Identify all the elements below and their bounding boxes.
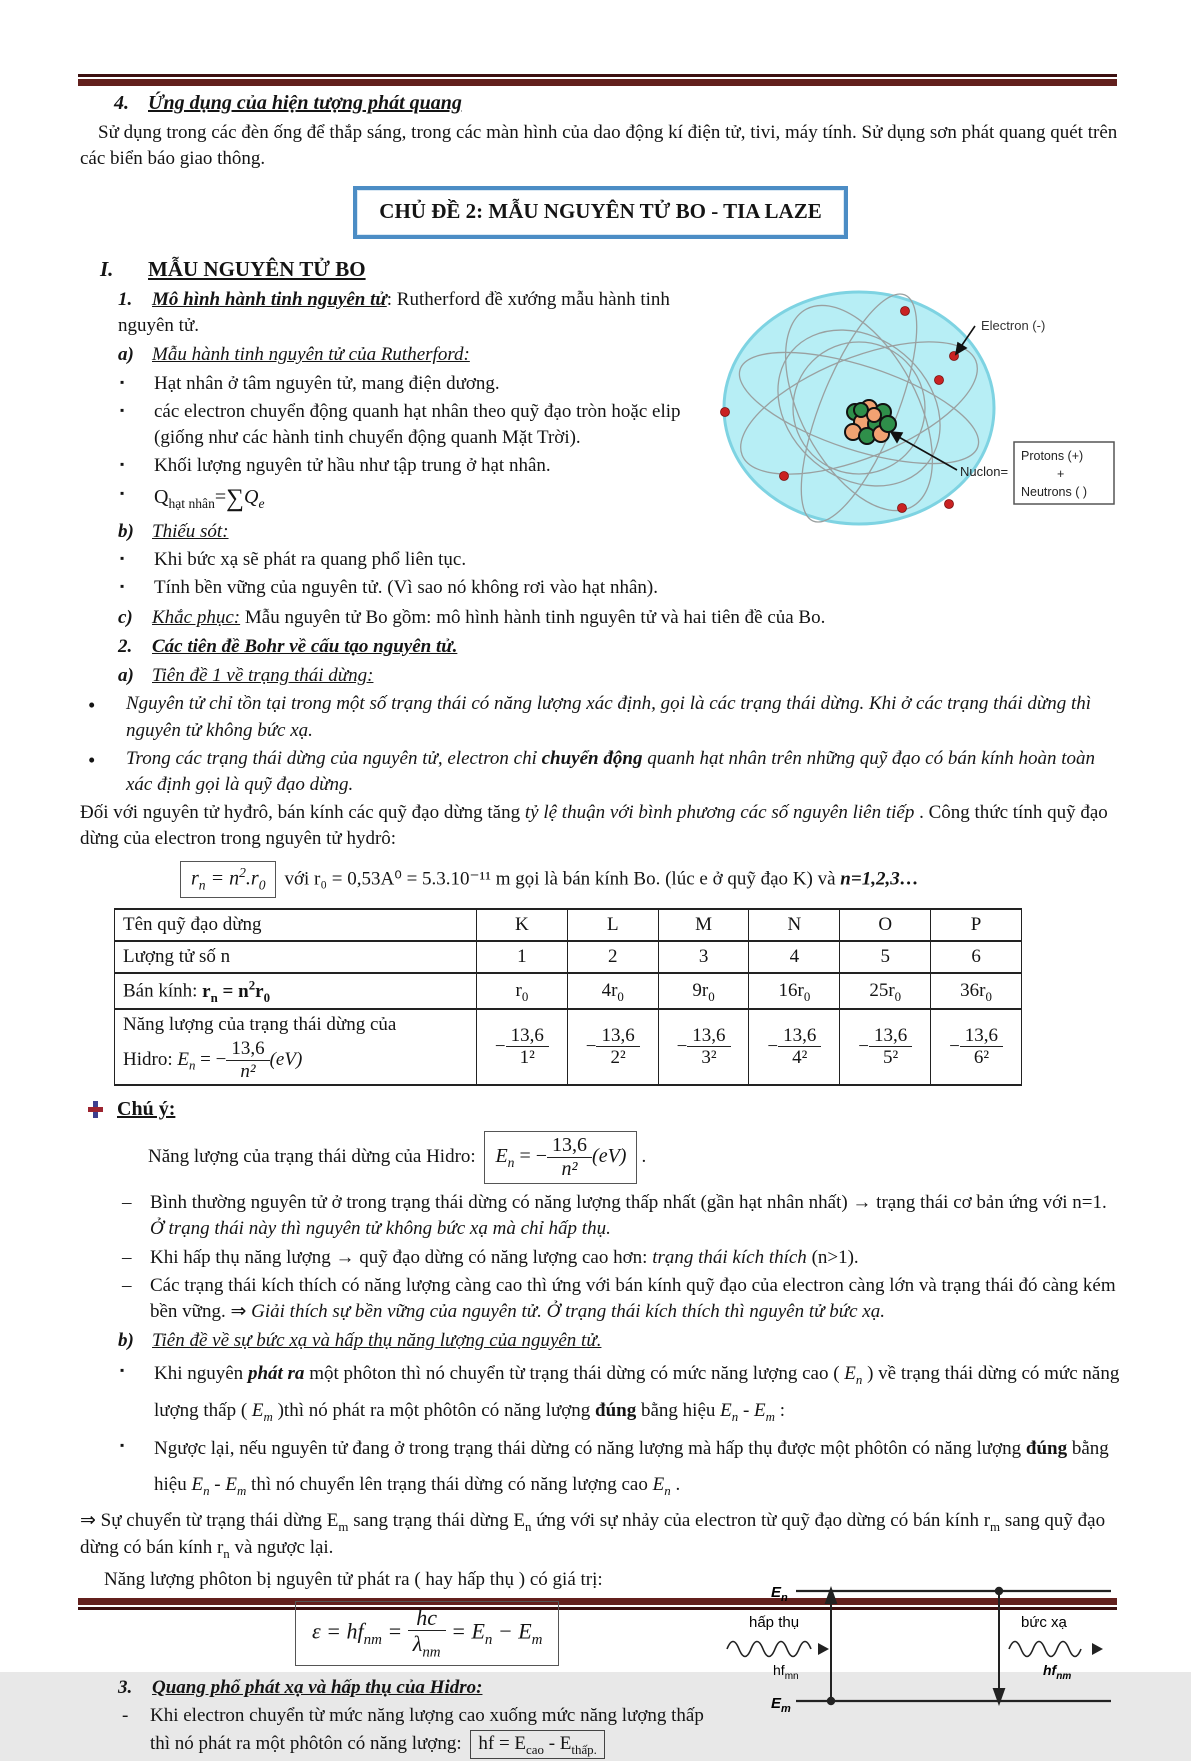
text-run: 2 (248, 977, 256, 993)
fraction (778, 1026, 821, 1069)
text-run: 0 (617, 988, 624, 1004)
text-run: Bán kính: (123, 980, 203, 1002)
text-run: cao (526, 1741, 544, 1757)
cell (931, 973, 1022, 1009)
text-run: − (949, 1035, 960, 1057)
text-run: 0 (803, 988, 811, 1004)
charge-formula-bullet (80, 482, 707, 517)
text-run: Ngược lại, nếu nguyên tử đang ở trong trạng thái dừng có năng lượng mà hấp thụ được một phôtôn có năng lượng (154, 1438, 1026, 1460)
item1-text: : Rutherford đề xướng mẫu hành tinh nguyên tử. (118, 288, 670, 337)
bullet-text: Nguyên tử chỉ tồn tại trong một số trạng thái có năng lượng xác định, gọi là các trạng thái dừng. Khi ở các trạng thái dừng thì nguyên tử không bức xạ. (126, 693, 1092, 741)
chuy-note-1 (80, 1190, 1121, 1242)
text-run: - (209, 1474, 226, 1496)
text-run: 0 (258, 877, 266, 893)
text-run: = − (514, 1145, 548, 1168)
photon-energy-line: Năng lượng phôton bị nguyên tử phát ra ( hay hấp thụ ) có giá trị: (104, 1568, 603, 1590)
text-run: ε = hf (312, 1618, 364, 1644)
text-run: quanh hạt nhân trên những quỹ đạo có bán kính hoàn toàn xác định gọi là quỹ đạo dừng. (126, 747, 1096, 795)
item2b-title: Tiên đề về sự bức xạ và hấp thụ năng lượng của nguyên tử. (152, 1330, 602, 1352)
numerator: hc (408, 1606, 446, 1631)
orbit-table (114, 908, 1022, 1085)
row-label (115, 973, 477, 1009)
text-run: E (251, 1399, 264, 1421)
row-label: Tên quỹ đạo dừng (115, 909, 477, 941)
text-run: 25r (869, 979, 895, 1001)
numerator: 13,6 (226, 1039, 269, 1061)
postulate2-block (80, 1356, 1121, 1503)
cell: 3 (658, 941, 749, 973)
text-run: n (203, 1483, 210, 1498)
cell (749, 973, 840, 1009)
fraction (960, 1026, 1003, 1069)
fraction (506, 1026, 549, 1069)
text-run: E (844, 1363, 856, 1385)
text-run: = E (445, 1618, 485, 1644)
text-run: Khi nguyên (154, 1363, 248, 1385)
cell: M (658, 909, 749, 941)
text-run: − (494, 1035, 506, 1057)
text-run: E (720, 1399, 732, 1421)
text-run: 0 (985, 988, 992, 1004)
cell (658, 973, 749, 1009)
note-text (150, 1190, 1121, 1242)
item2a-heading (80, 663, 1121, 689)
text-run: − (676, 1035, 688, 1057)
sectionI-heading (80, 255, 1121, 284)
text-run: n (855, 1372, 863, 1388)
text-run: ⇒ Sự chuyển từ trạng thái dừng E (80, 1509, 339, 1531)
electron-label: Electron (-) (981, 317, 1046, 333)
rutherford-bullet-1 (80, 371, 707, 397)
dash-bullet-icon: – (122, 1246, 132, 1268)
table-row (115, 909, 1022, 941)
postulate1-bullet-2 (80, 746, 1121, 798)
text-run: đúng (595, 1399, 637, 1421)
note-text (150, 1245, 1121, 1271)
text-run: (n>1). (806, 1246, 859, 1268)
cell: 6 (931, 941, 1022, 973)
text-run: − E (492, 1618, 532, 1644)
note-text (150, 1273, 1121, 1325)
text-run: E (177, 1048, 189, 1070)
item1-title: Mô hình hành tinh nguyên tử (152, 288, 387, 310)
cell: K (477, 909, 568, 941)
text-run: hf = E (478, 1732, 527, 1754)
numerator: 13,6 (960, 1026, 1003, 1048)
bullet-text: Hạt nhân ở tâm nguyên tử, mang điện dương. (154, 372, 500, 394)
text-run: n (198, 877, 206, 893)
item2a-title: Tiên đề 1 về trạng thái dừng: (152, 665, 374, 687)
text-run: E (225, 1474, 237, 1496)
text-run: m (765, 1408, 775, 1424)
chuy-heading (80, 1096, 1121, 1124)
item2b-number: b) (118, 1330, 134, 1352)
text-run: n (524, 1518, 532, 1534)
thieusot-bullet-1 (80, 547, 1121, 573)
transition-paragraph (80, 1508, 1121, 1563)
bullet-text (154, 1356, 1121, 1429)
text-run: m (236, 1483, 247, 1498)
bullet-text: Khối lượng nguyên tử hầu như tập trung ở hạt nhân. (154, 455, 551, 477)
text-run: 0 (521, 988, 529, 1004)
text-run: λ (412, 1631, 423, 1657)
text-run: n (188, 1057, 196, 1073)
numerator: 13,6 (778, 1026, 821, 1048)
postulate2-bullet-2 (80, 1431, 1121, 1503)
numerator: 13,6 (547, 1135, 592, 1158)
square-bullet-icon: ▪ (120, 1438, 125, 1453)
energy-level-diagram (721, 1573, 1121, 1723)
text-run: 0 (263, 989, 271, 1005)
item1c-heading (80, 605, 1121, 631)
text-run: E (191, 1474, 204, 1496)
text-run: 36r (960, 979, 986, 1001)
round-bullet-icon: • (88, 747, 96, 772)
cell: 4 (749, 941, 840, 973)
text-run: r (191, 867, 199, 890)
table-row (115, 941, 1022, 973)
numerator: 13,6 (596, 1026, 639, 1048)
text-run: E (495, 1145, 508, 1168)
cell (567, 1009, 658, 1084)
energy-level-figure (721, 1573, 1121, 1725)
cell (840, 1009, 931, 1084)
denominator: 2² (610, 1047, 626, 1069)
radius-formula-line (180, 861, 1121, 898)
text-run: (eV) (269, 1048, 303, 1070)
text-run: 4r (601, 979, 618, 1001)
text-run: n (507, 1155, 515, 1171)
bullet-text (154, 1431, 1121, 1503)
chuy-energy-line (148, 1129, 1121, 1186)
text-run: 0 (894, 988, 902, 1004)
text-run: − (767, 1035, 779, 1057)
section4-heading (80, 90, 1121, 118)
numerator: 13,6 (687, 1026, 730, 1048)
text-run: : (774, 1399, 786, 1421)
text-run: hạt nhân (168, 495, 215, 511)
text-run: r (202, 980, 211, 1002)
fraction (547, 1135, 592, 1180)
section4-title: Ứng dụng của hiện tượng phát quang (148, 92, 462, 114)
neutrons-label: Neutrons ( ) (1021, 484, 1087, 499)
row-label (115, 1009, 477, 1084)
table-row (115, 1009, 1022, 1084)
text-run: Hidro: (123, 1048, 178, 1070)
item1a-title: Mẫu hành tinh nguyên tử của Rutherford: (152, 344, 470, 366)
item2a-number: a) (118, 665, 134, 687)
atom-model-diagram (717, 284, 1121, 526)
charge-formula (154, 482, 707, 517)
section4-body: Sử dụng trong các đèn ống để thắp sáng, trong các màn hình của dao động kí điện tử, tivi, máy tính. Sử dụng sơn phát quang quét trên các biển báo giao thông. (80, 121, 1118, 169)
text-run: trạng thái kích thích (652, 1246, 807, 1268)
text-run: . (670, 1474, 681, 1496)
text-run: Giải thích sự bền vững của nguyên tử. Ở trạng thái kích thích thì nguyên tử bức xạ. (251, 1300, 885, 1322)
text-run: m (338, 1518, 349, 1534)
postulate2-bullet-1 (80, 1356, 1121, 1429)
cell (477, 973, 568, 1009)
hf-formula-box (470, 1730, 604, 1760)
denominator: 5² (882, 1047, 899, 1069)
cell (567, 973, 658, 1009)
square-bullet-icon: ▪ (120, 579, 125, 594)
text-run: E (754, 1399, 766, 1421)
item1b-title: Thiếu sót: (152, 521, 229, 542)
text-run: sang trạng thái dừng E (348, 1509, 525, 1531)
chuy-marker-icon (88, 1101, 103, 1118)
text-run: Các trạng thái kích thích có năng lượng càng cao thì ứng với bán kính quỹ đạo của electron càng lớn và trạng thái đó càng kém bền vững. ⇒ (150, 1274, 1116, 1322)
text-run: một phôton thì nó chuyển từ trạng thái dừng có mức năng lượng cao ( (304, 1363, 845, 1385)
denominator: 6² (973, 1047, 990, 1069)
item2-heading (80, 634, 1121, 660)
sigma-symbol: ∑ (226, 484, 244, 512)
dash-bullet-icon: – (122, 1274, 132, 1296)
square-bullet-icon: ▪ (120, 1363, 125, 1378)
denominator: n² (561, 1158, 578, 1181)
protons-label: Protons (+) (1021, 448, 1084, 463)
topic-title: CHỦ ĐỀ 2: MẪU NGUYÊN TỬ BO - TIA LAZE (379, 199, 822, 224)
emission-transition-arrow (994, 1588, 1004, 1703)
epsilon-formula-box (295, 1601, 559, 1666)
item1c-text: Mẫu nguyên tử Bo gồm: mô hình hành tinh nguyên tử và hai tiên đề của Bo. (240, 606, 826, 628)
dash-bullet-icon: – (122, 1192, 132, 1214)
sectionI-title: MẪU NGUYÊN TỬ BO (148, 257, 366, 281)
text-run: m (990, 1518, 1001, 1534)
item1a-number: a) (118, 344, 134, 366)
text-run: bằng hiệu (154, 1438, 1109, 1496)
chuy-title: Chú ý: (117, 1097, 176, 1120)
top-divider (78, 74, 1117, 86)
text-run: - E (543, 1732, 572, 1754)
emitted-photon-wave (1009, 1641, 1103, 1656)
absorption-transition-arrow (826, 1589, 836, 1704)
item2-number: 2. (118, 635, 133, 657)
text-run: . Công thức tính quỹ đạo dừng của electron trong nguyên tử hydrô: (80, 802, 1108, 850)
text-run: m (531, 1632, 543, 1649)
text-run: .r (245, 867, 259, 890)
topic-title-box (353, 186, 847, 239)
cell: 5 (840, 941, 931, 973)
text-run: 9r (692, 979, 709, 1001)
text-run: Ở trạng thái này thì nguyên tử không bức xạ mà chỉ hấp thụ. (150, 1218, 611, 1240)
cell: 1 (477, 941, 568, 973)
text-run: = (381, 1618, 408, 1644)
item1c-number: c) (118, 606, 133, 628)
text-run: sang quỹ đạo dừng có bán kính r (80, 1509, 1106, 1559)
bullet-text: Tính bền vững của nguyên tử. (Vì sao nó không rơi vào hạt nhân). (154, 577, 658, 599)
square-bullet-icon: ▪ (120, 485, 125, 500)
cell: P (931, 909, 1022, 941)
text-run: thì nó chuyển lên trạng thái dừng có năng lượng cao (246, 1474, 653, 1496)
absorbed-photon-wave (727, 1641, 829, 1656)
radius-formula-inline (202, 977, 271, 1005)
text-run: - (738, 1399, 755, 1421)
row-label: Lượng tử số n (115, 941, 477, 973)
text-run: n (731, 1408, 739, 1424)
text-run: (eV) (592, 1145, 627, 1168)
chuy-note-2 (80, 1245, 1121, 1271)
fraction (596, 1026, 639, 1069)
plus-label: + (1057, 466, 1065, 481)
text-run: n (223, 1545, 230, 1561)
text-run: với r₀ = 0,53A⁰ = 5.3.10⁻¹¹ m gọi là bán kính Bo. (lúc e ở quỹ đạo K) và (284, 868, 841, 890)
cell: O (840, 909, 931, 941)
item1-number: 1. (118, 288, 133, 310)
text-run: Khi hấp thụ năng lượng → quỹ đạo dừng có năng lượng cao hơn: (150, 1246, 653, 1268)
text-run: Bình thường nguyên tử ở trong trạng thái dừng có năng lượng thấp nhất (gần hạt nhân nhất) → trạng thái cơ bản ứng với n=1. (150, 1192, 1107, 1214)
emitted-photon-label: $hf_{nm}$ (1043, 1661, 1072, 1682)
text-run: Trong các trạng thái dừng của nguyên tử, electron chỉ (126, 747, 542, 769)
energy-formula-box (484, 1131, 637, 1184)
item3-number: 3. (118, 1677, 133, 1699)
chuy-note-3 (80, 1273, 1121, 1325)
fraction (869, 1026, 912, 1069)
document-content (80, 90, 1121, 1761)
text-run: 0 (708, 988, 715, 1004)
denominator (408, 1631, 446, 1661)
text-run: Q (154, 485, 169, 508)
item1c-title: Khắc phục: (152, 606, 241, 628)
lower-level-label: $E_m$ (771, 1694, 791, 1715)
text-run: thấp. (571, 1741, 597, 1757)
absorption-label: hấp thụ (749, 1613, 800, 1631)
item2b-heading (80, 1328, 1121, 1354)
text-run: E (652, 1474, 665, 1496)
thieusot-bullet-2 (80, 575, 1121, 601)
bullet-text (126, 746, 1121, 798)
cell (931, 1009, 1022, 1084)
text-run: nm (422, 1644, 441, 1661)
cell: N (749, 909, 840, 941)
rutherford-bullet-3 (80, 453, 707, 479)
text-run: Q (244, 485, 259, 508)
item2-title: Các tiên đề Bohr về cấu tạo nguyên tử. (152, 635, 458, 657)
energy-formula-inline (123, 1039, 468, 1082)
text-run: − (585, 1035, 597, 1057)
denominator: 3² (701, 1047, 717, 1069)
text-run: e (258, 495, 265, 511)
fraction (226, 1039, 269, 1082)
text-run: 16r (778, 979, 804, 1001)
text-run: r (255, 980, 264, 1002)
radius-formula-box (180, 861, 276, 898)
bullet-text: Khi bức xạ sẽ phát ra quang phổ liên tục. (154, 549, 467, 571)
text-run: n (664, 1483, 671, 1498)
item3-title: Quang phổ phát xạ và hấp thụ của Hidro: (152, 1677, 483, 1699)
text-run: = n (205, 867, 240, 890)
emission-label: bức xạ (1021, 1613, 1067, 1631)
numerator: 13,6 (506, 1026, 549, 1048)
text-run: = − (195, 1048, 227, 1070)
cell: L (567, 909, 658, 941)
text-run: r (515, 979, 522, 1001)
text-run: 2 (239, 864, 246, 880)
denominator: n² (240, 1060, 256, 1082)
item1b-number: b) (118, 521, 134, 542)
bullet-text: các electron chuyển động quanh hạt nhân theo quỹ đạo tròn hoặc elip (giống như các hành tinh chuyển động quanh Mặt Trời). (154, 400, 681, 449)
text-run: )thì nó phát ra một phôtôn có năng lượng (272, 1399, 596, 1421)
text-run: Năng lượng của trạng thái dừng của Hidro: (148, 1145, 481, 1167)
rutherford-bullet-2 (80, 399, 707, 451)
text-run: phát ra (247, 1363, 305, 1385)
text-run: Khi electron chuyển từ mức năng lượng cao xuống mức năng lượng thấp thì nó phát ra một phôtôn có năng lượng: (150, 1705, 704, 1754)
atom-model-figure (717, 284, 1121, 526)
table-row (115, 973, 1022, 1009)
absorbed-photon-label: $hf_{mn}$ (773, 1661, 799, 1682)
cell (840, 973, 931, 1009)
round-bullet-icon: • (88, 693, 96, 718)
text-run: ứng với sự nhảy của electron từ quỹ đạo dừng có bán kính r (531, 1509, 991, 1531)
square-bullet-icon: ▪ (120, 551, 125, 566)
text-run: n (484, 1632, 493, 1649)
postulate1-bullet-1 (80, 691, 1121, 743)
text-run: . (641, 1145, 647, 1167)
hydro-paragraph (80, 800, 1121, 852)
square-bullet-icon: ▪ (120, 457, 125, 472)
denominator: 4² (792, 1047, 808, 1069)
upper-level-label: $E_n$ (771, 1583, 788, 1604)
cell (658, 1009, 749, 1084)
text-run: ) về trạng thái dừng có mức năng lượng thấp ( (154, 1363, 1120, 1421)
text-run: Đối với nguyên tử hyđrô, bán kính các quỹ đạo dừng tăng (80, 802, 525, 824)
text-run: = n (217, 980, 249, 1002)
text-run: nm (363, 1632, 382, 1649)
cell (477, 1009, 568, 1084)
text-run: m (263, 1408, 273, 1424)
text-run: tỷ lệ thuận với bình phương các số nguyên liên tiếp (524, 802, 915, 824)
text-run: Năng lượng của trạng thái dừng của (123, 1014, 397, 1036)
text-run: n=1,2,3… (840, 868, 919, 890)
square-bullet-icon: ▪ (120, 402, 125, 417)
text-run: và ngược lại. (229, 1537, 334, 1559)
text-run: chuyển động (541, 747, 643, 769)
text-run: đúng (1025, 1438, 1068, 1460)
dash-bullet-icon: - (122, 1705, 129, 1727)
sectionI-number: I. (100, 257, 114, 281)
text-run: = (214, 485, 227, 508)
text-run: n (210, 989, 218, 1005)
text-run: bằng hiệu (636, 1399, 721, 1421)
fraction (687, 1026, 730, 1069)
numerator: 13,6 (869, 1026, 912, 1048)
cell: 2 (567, 941, 658, 973)
section4-number: 4. (114, 92, 129, 114)
square-bullet-icon: ▪ (120, 374, 125, 389)
fraction (408, 1606, 446, 1661)
denominator: 1² (519, 1047, 535, 1069)
cell (749, 1009, 840, 1084)
text-run: − (858, 1035, 869, 1057)
note-text (150, 1703, 713, 1759)
nucleon-label: Nuclon= (960, 463, 1009, 479)
item3-note (80, 1703, 713, 1759)
